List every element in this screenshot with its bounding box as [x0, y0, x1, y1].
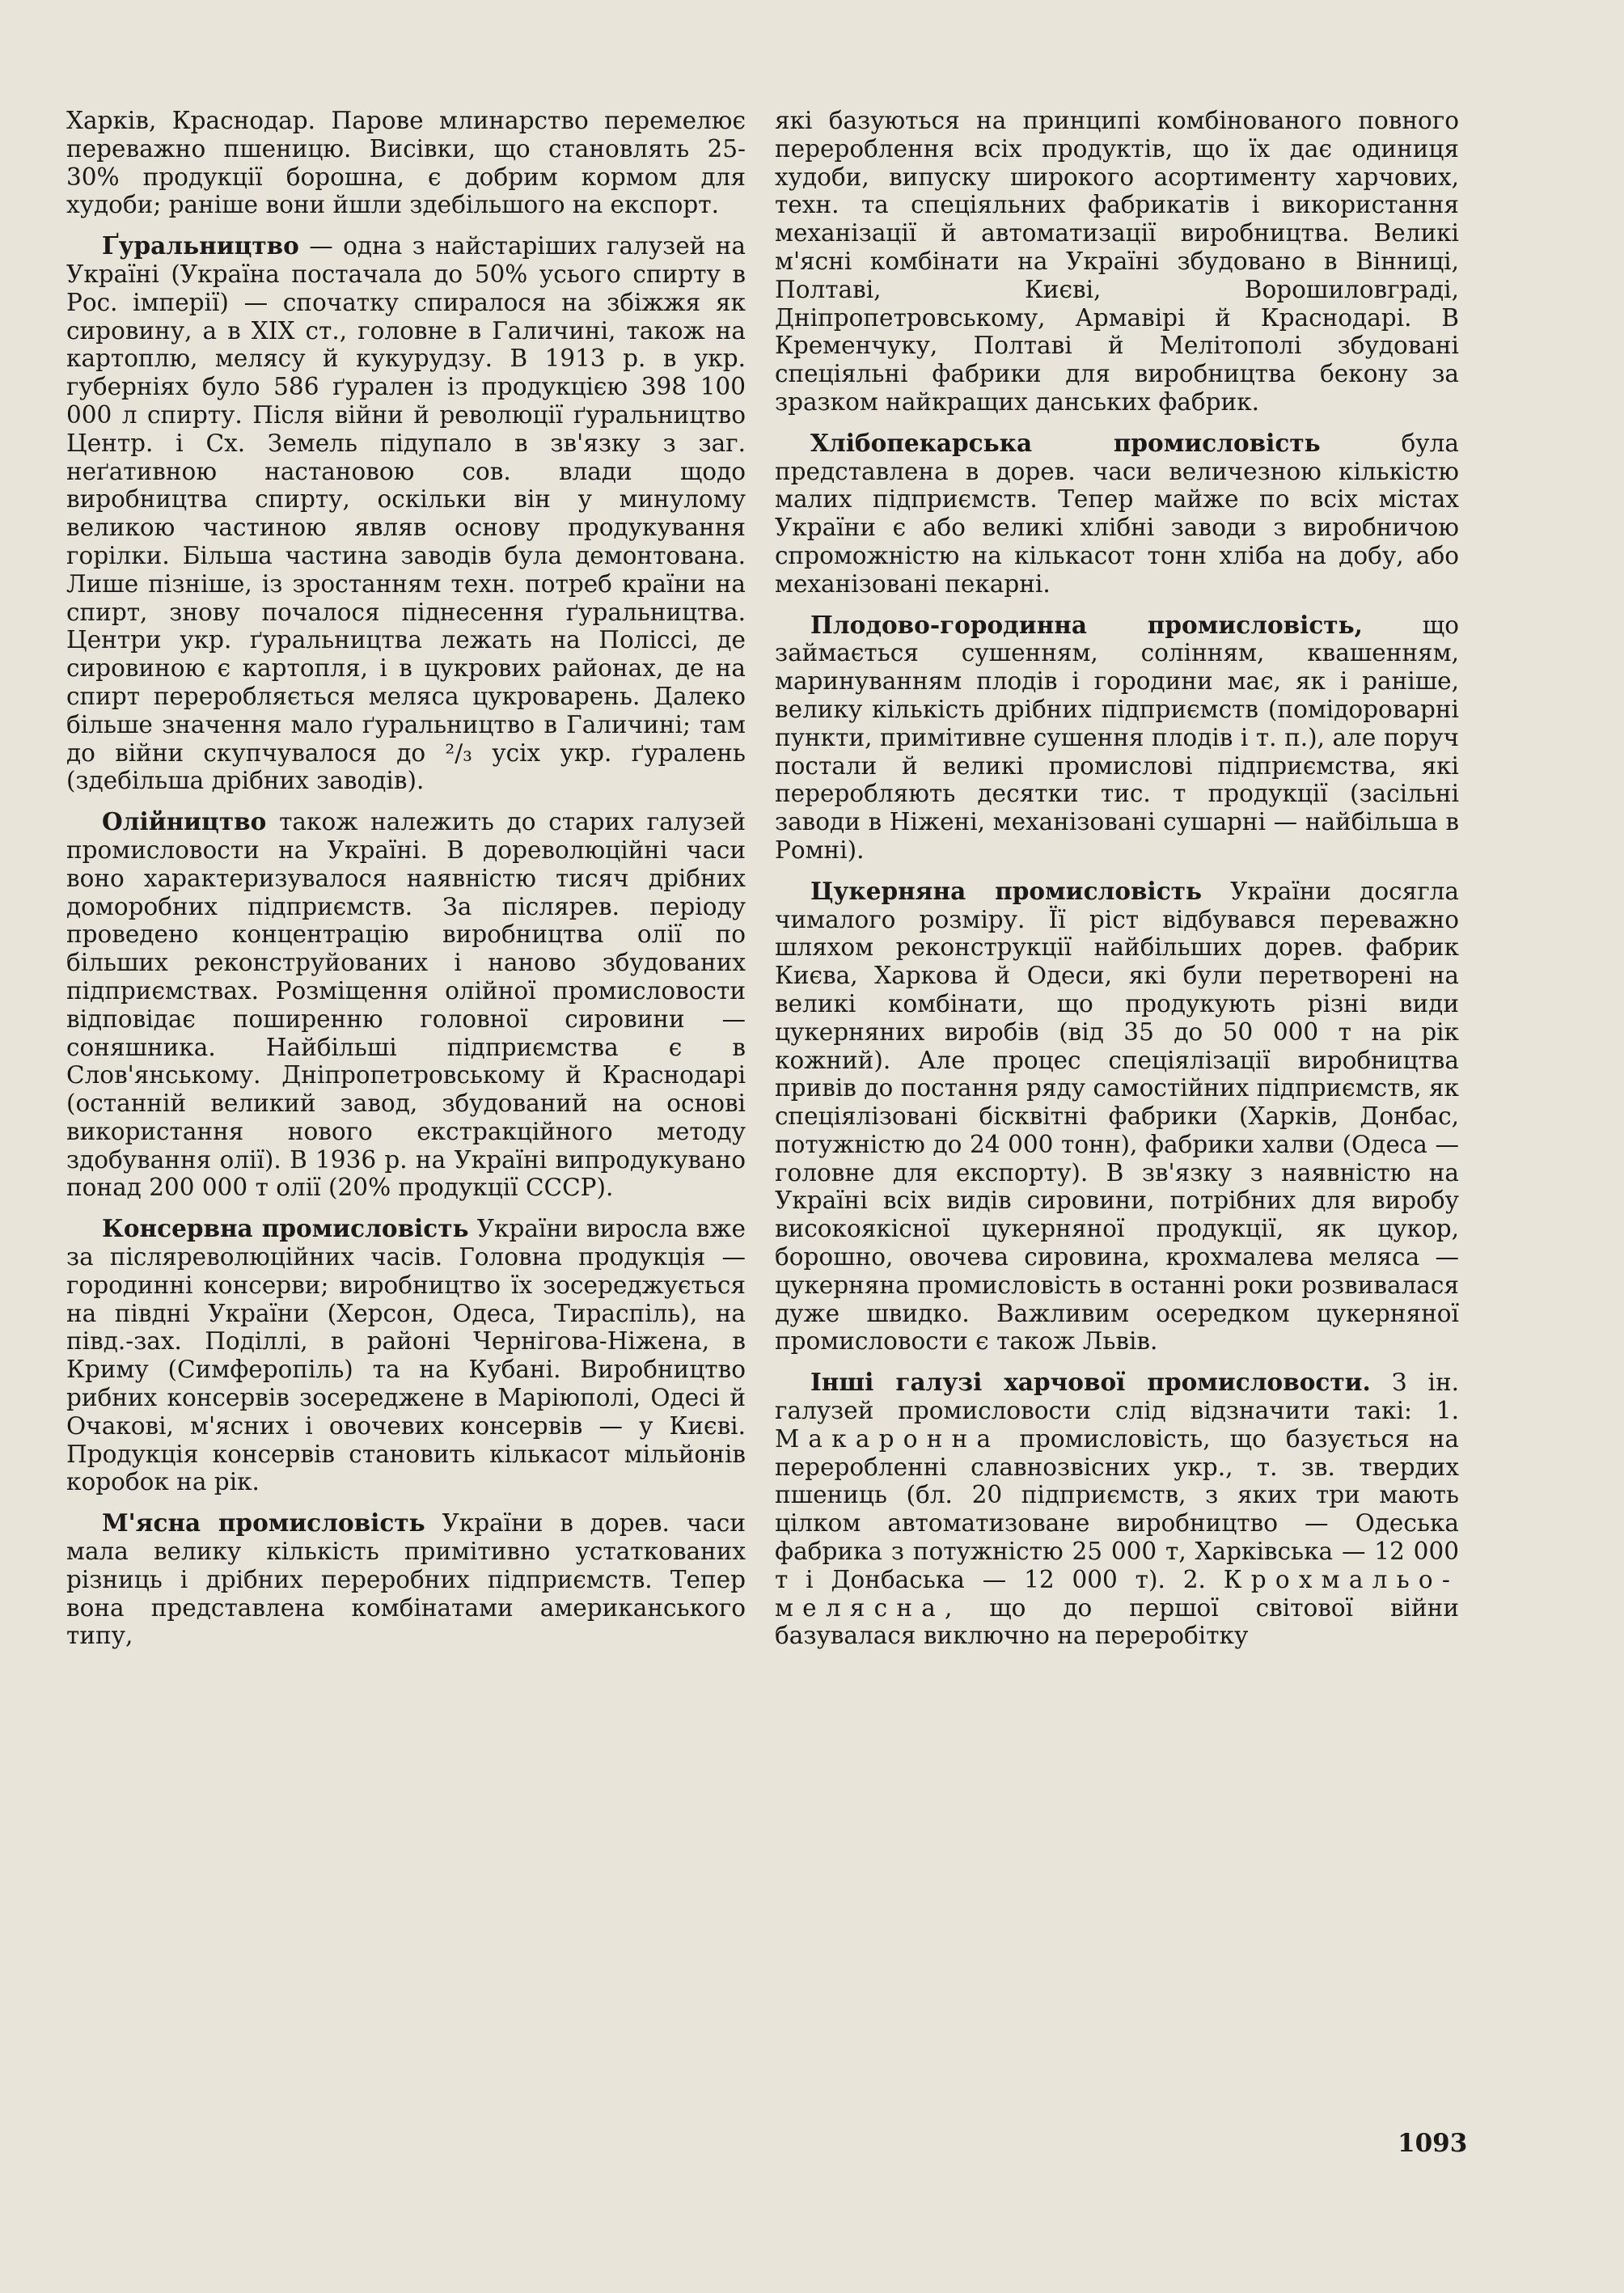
section-heading: Ґуральництво: [102, 231, 299, 260]
paragraph-flour-milling-continued: Харків, Краснодар. Парове млинарство перемелює переважно пшеницю. Висівки, що становлять 25-30% продукції борошна, є добрим кормом для худоби; раніше вони йшли здебільшого на експорт.: [66, 107, 746, 219]
right-column: [775, 107, 1459, 1663]
section-heading: Цукерняна промисловість: [810, 876, 1202, 905]
left-column: [66, 107, 746, 1663]
section-heading: Консервна промисловість: [102, 1214, 469, 1243]
paragraph-meat-industry: М'ясна промисловість України в дорев. часи мала велику кількість примітивно устаткованих різниць і дрібних переробних підприємств. Тепер вона представлена комбінатами американського типу,: [66, 1508, 746, 1650]
paragraph-meat-industry-continued: які базуються на принципі комбінованого повного перероблення всіх продуктів, що їх дає одиниця худоби, випуску широкого асортименту харчових, техн. та спеціяльних фабрикатів і використання механізації й автоматизації виробництва. Великі м'ясні комбінати на Україні збудовано в Вінниці, Полтаві, Києві, Ворошиловграді, Дніпропетровському, Армавірі й Краснодарі. В Кременчуку, Полтаві й Мелітополі збудовані спеціяльні фабрики для виробництва бекону за зразком найкращих данських фабрик.: [775, 107, 1459, 416]
spaced-term: Крохмальо-мелясна: [775, 1565, 1459, 1622]
section-heading: Хлібопекарська промисловість: [810, 428, 1321, 457]
paragraph-other-food-industries: Інші галузі харчової промисловости. З ін. галузей промисловости слід відзначити такі: 1. Макаронна промисловість, що базується на переробленні славнозвісних укр., т. зв. твердих пшениць (бл. 20 підприємств, з яких три мають цілком автоматизоване виробництво — Одеська фабрика з потужністю 25 000 т, Харківська — 12 000 т і Донбаська — 12 000 т). 2. Крохмальо-мелясна, що до першої світової війни базувалася виключно на переробітку: [775, 1368, 1459, 1650]
section-heading: М'ясна промисловість: [102, 1508, 425, 1538]
paragraph-oil-industry: Олійництво також належить до старих галузей промисловости на Україні. В дореволюційні часи воно характеризувалося наявністю тисяч дрібних доморобних підприємств. За післярев. періоду проведено концентрацію виробництва олії по більших реконструйованих і наново збудованих підприємствах. Розміщення олійної промисловости відповідає поширенню головної сировини — соняшника. Найбільші підприємства є в Слов'янському. Дніпропетровському й Краснодарі (останній великий завод, збудований на основі використання нового екстракційного методу здобування олії). В 1936 р. на Україні випродукувано понад 200 000 т олії (20% продукції СССР).: [66, 807, 746, 1202]
section-heading: Олійництво: [102, 807, 267, 836]
paragraph-confectionery-industry: Цукерняна промисловість України досягла чималого розміру. Її ріст відбувався переважно шляхом реконструкції найбільших дорев. фабрик Києва, Харкова й Одеси, які були перетворені на великі комбінати, що продукують різні види цукерняних виробів (від 35 до 50 000 т на рік кожний). Але процес спеціялізації виробництва привів до постання ряду самостійних підприємств, як спеціялізовані бісквітні фабрики (Харків, Донбас, потужністю до 24 000 тонн), фабрики халви (Одеса — головне для експорту). В зв'язку з наявністю на Україні всіх видів сировини, потрібних для виробу високоякісної цукерняної продукції, як цукор, борошно, овочева сировина, крохмалева меляса — цукерняна промисловість в останні роки розвивалася дуже швидко. Важливим осередком цукерняної промисловости є також Львів.: [775, 876, 1459, 1356]
section-heading: Плодово-городинна промисловість,: [810, 610, 1363, 639]
paragraph-bakery-industry: Хлібопекарська промисловість була представлена в дорев. часи величезною кількістю малих підприємств. Тепер майже по всіх містах України є або великі хлібні заводи з виробничою спроможністю на кількасот тонн хліба на добу, або механізовані пекарні.: [775, 428, 1459, 598]
paragraph-distilling: Ґуральництво — одна з найстаріших галузей на Україні (Україна постачала до 50% усього спирту в Рос. імперії) — спочатку спиралося на збіжжя як сировину, а в XIX ст., головне в Галичині, також на картоплю, меляcу й кукурудзу. В 1913 р. в укр. губерніях було 586 ґурален із продукцією 398 100 000 л спирту. Після війни й революції ґуральництво Центр. і Сх. Земель підупало в зв'язку з заг. неґативною настановою сов. влади щодо виробництва спирту, оскільки він у минулому великою частиною являв основу продукування горілки. Більша частина заводів була демонтована. Лише пізніше, із зростанням техн. потреб країни на спирт, знову почалося піднесення ґуральництва. Центри укр. ґуральництва лежать на Поліссі, де сировиною є картопля, і в цукрових районах, де на спирт переробляється меляса цукроварень. Далеко більше значення мало ґуральництво в Галичині; там до війни скупчувалося до ²/₃ усіх укр. ґуралень (здебільша дрібних заводів).: [66, 231, 746, 795]
paragraph-fruit-vegetable-industry: Плодово-городинна промисловість, що займається сушенням, солінням, квашенням, маринуванням плодів і городини має, як і раніше, велику кількість дрібних підприємств (помідороварні пункти, примітивне сушення плодів і т. п.), але поруч постали й великі промислові підприємства, які переробляють десятки тис. т продукції (засільні заводи в Ніжені, механізовані сушарні — найбільша в Ромні).: [775, 610, 1459, 864]
page-number: 1093: [1398, 2129, 1468, 2158]
section-heading: Інші галузі харчової промисловости.: [810, 1368, 1371, 1397]
paragraph-canning-industry: Консервна промисловість України виросла вже за післяреволюційних часів. Головна продукція — городинні консерви; виробництво їх зосереджується на півдні України (Херсон, Одеса, Тираспіль), на півд.-зах. Поділлі, в районі Чернігова-Ніжена, в Криму (Симферопіль) та на Кубані. Виробництво рибних консервів зосереджене в Маріюполі, Одесі й Очакові, м'ясних і овочевих консервів — у Києві. Продукція консервів становить кількасот мільйонів коробок на рік.: [66, 1214, 746, 1496]
spaced-term: Макаронна: [775, 1424, 1000, 1453]
